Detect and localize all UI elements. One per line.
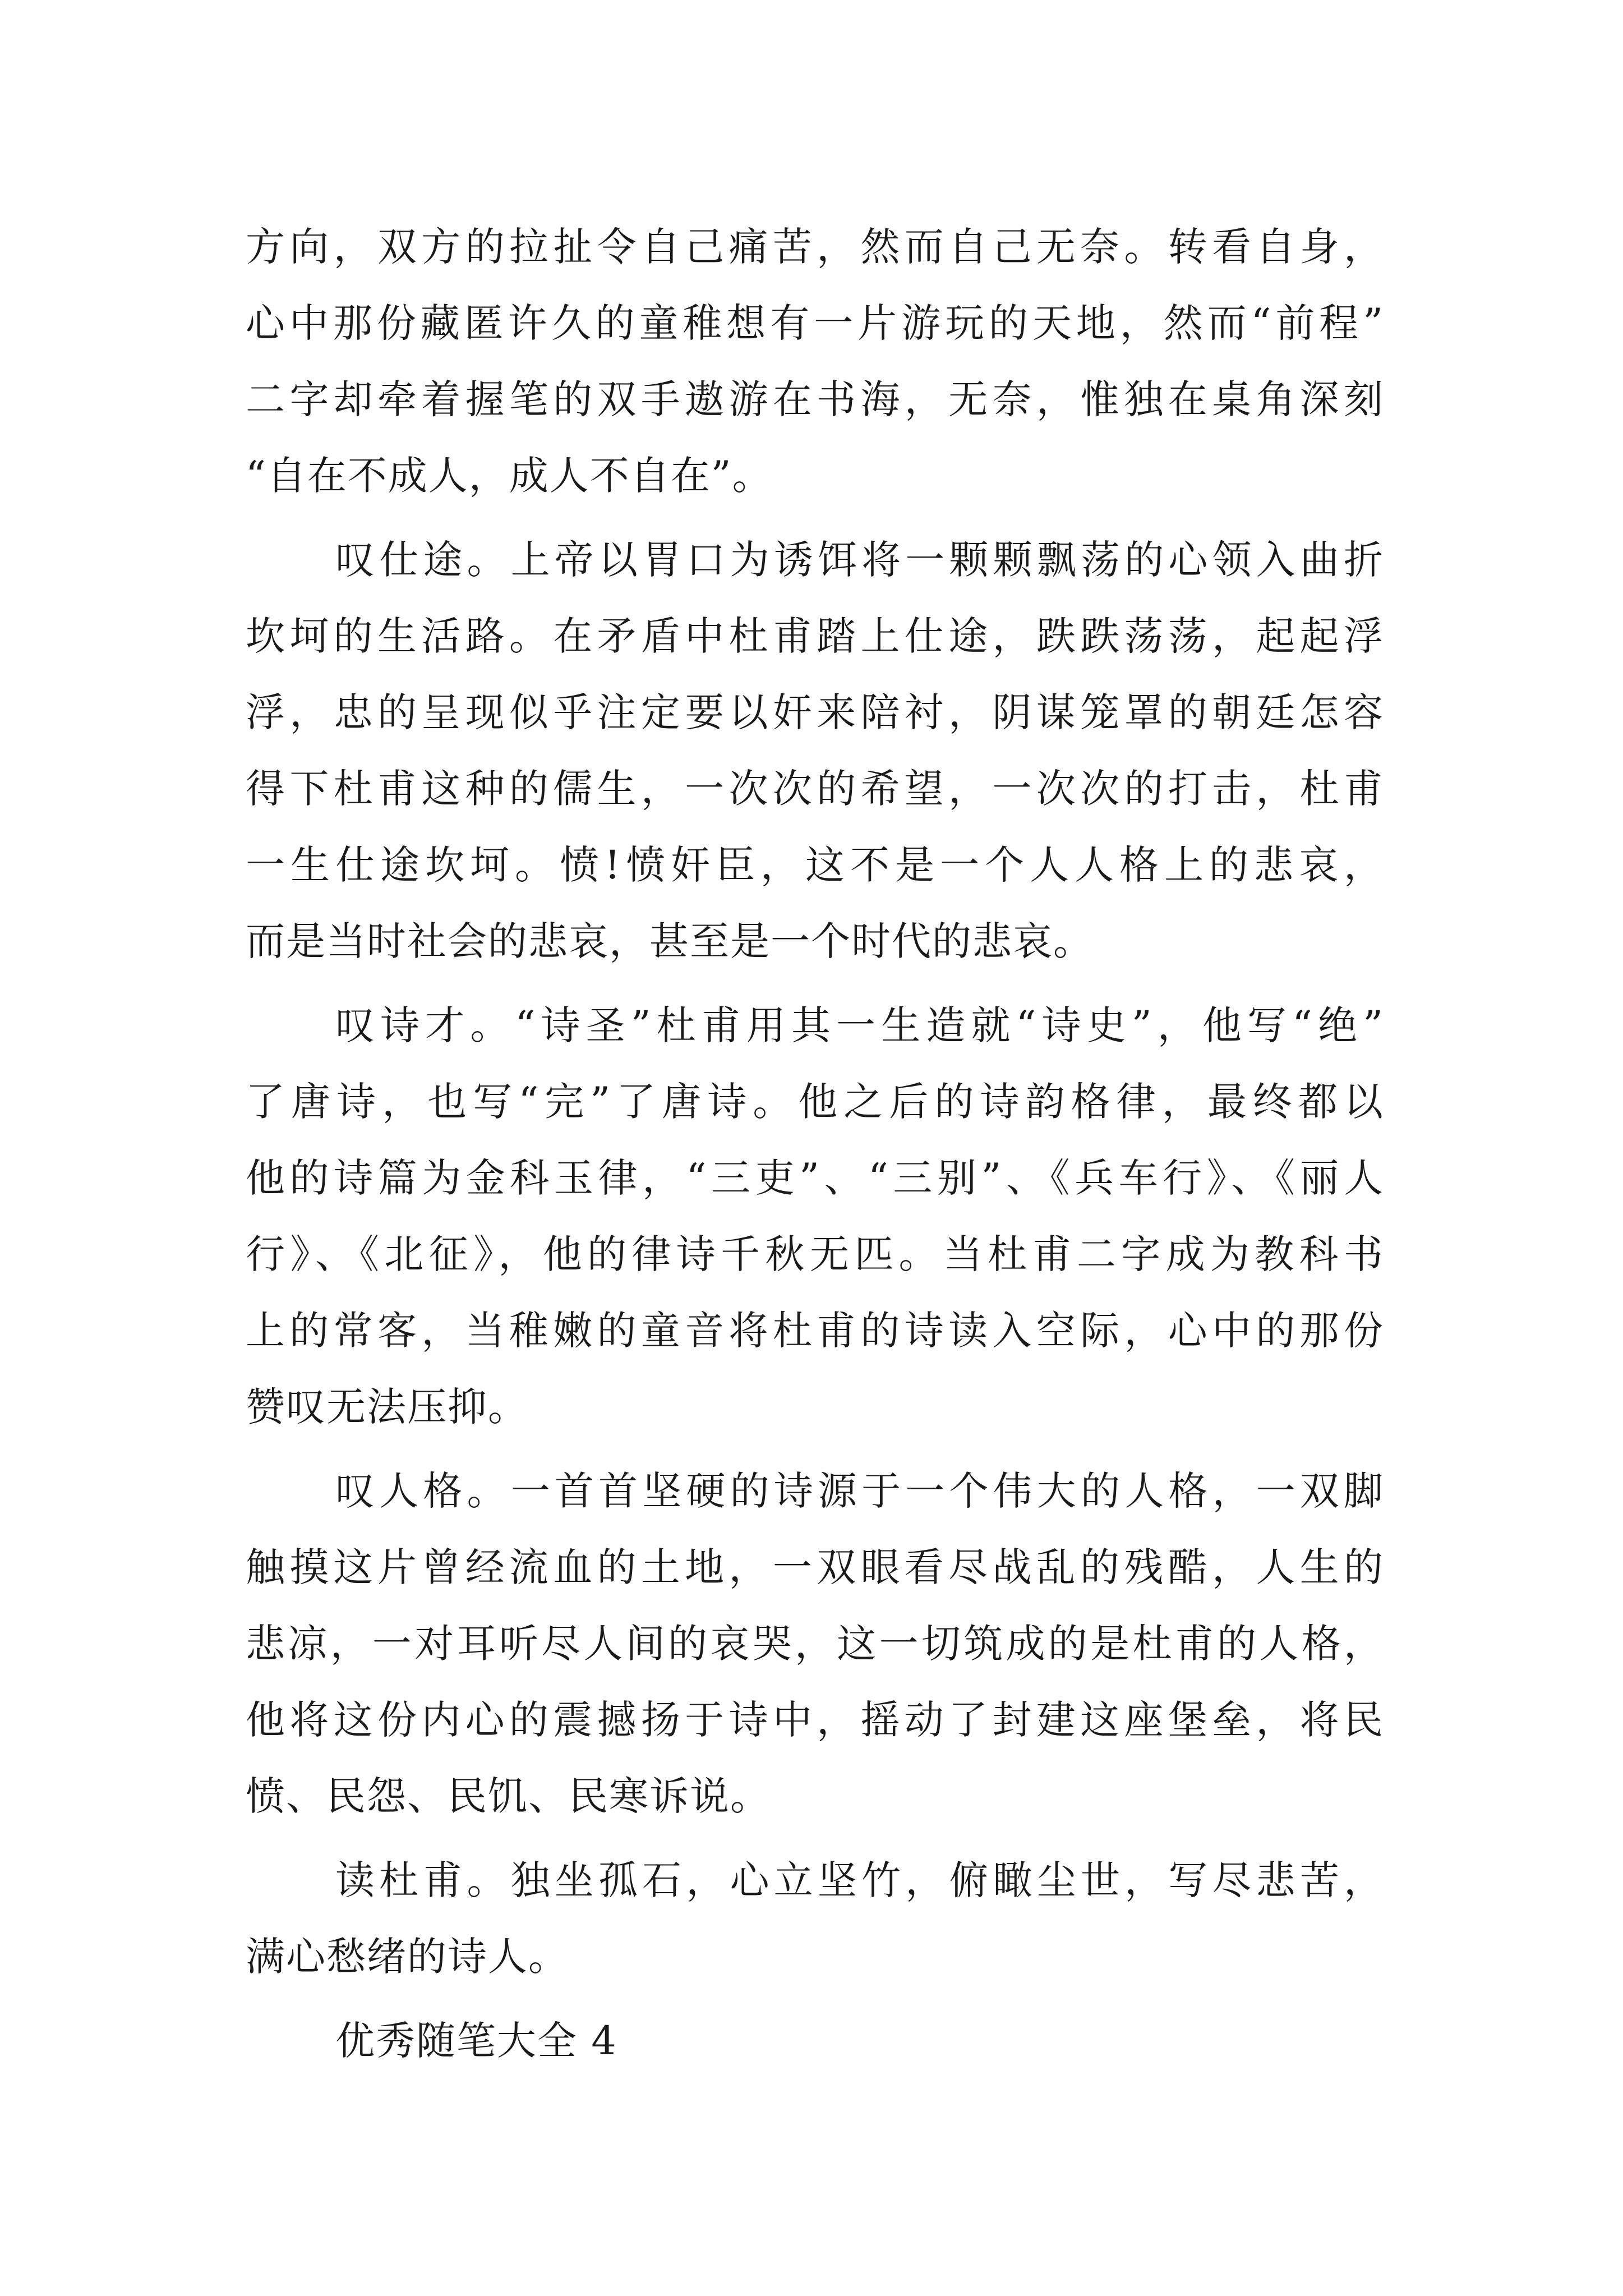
paragraph-career (246, 522, 1384, 979)
text-line: 满心愁绪的诗人。 (246, 1934, 569, 1980)
text-line: 行》、《北征》，他的律诗千秋无匹。当杜甫二字成为教科书 (246, 1231, 1384, 1277)
paragraph-continuation (246, 209, 1384, 514)
text-line: 上的常客，当稚嫩的童音将杜甫的诗读入空际，心中的那份 (246, 1308, 1384, 1354)
text-line: 一生仕途坎坷。愤!愤奸臣，这不是一个人人格上的悲哀， (246, 842, 1384, 888)
text-line: 方向，双方的拉扯令自己痛苦，然而自己无奈。转看自身， (246, 224, 1384, 270)
text-line: 了唐诗，也写“完”了唐诗。他之后的诗韵格律，最终都以 (246, 1079, 1384, 1125)
text-line: 触摸这片曾经流血的土地，一双眼看尽战乱的残酷，人生的 (246, 1544, 1384, 1590)
text-line: 悲凉，一对耳听尽人间的哀哭，这一切筑成的是杜甫的人格， (246, 1621, 1384, 1667)
text-line: 赞叹无法压抑。 (246, 1384, 528, 1430)
paragraph-reading-dufu (246, 1842, 1384, 1995)
paragraph-personality (246, 1453, 1384, 1834)
text-line: 坎坷的生活路。在矛盾中杜甫踏上仕途，跌跌荡荡，起起浮 (246, 613, 1384, 659)
text-line: “自在不成人，成人不自在”。 (246, 453, 773, 499)
text-line: 愤、民怨、民饥、民寒诉说。 (246, 1773, 771, 1819)
paragraph-poetic-talent (246, 987, 1384, 1445)
section-heading (246, 2003, 1384, 2079)
text-line: 二字却牵着握笔的双手遨游在书海，无奈，惟独在桌角深刻 (246, 376, 1384, 422)
text-line: 而是当时社会的悲哀，甚至是一个时代的悲哀。 (246, 918, 1094, 964)
text-line: 他将这份内心的震撼扬于诗中，摇动了封建这座堡垒，将民 (246, 1697, 1384, 1743)
text-line: 他的诗篇为金科玉律，“三吏”、“三别”、《兵车行》、《丽人 (246, 1155, 1384, 1201)
text-line: 浮，忠的呈现似乎注定要以奸来陪衬，阴谋笼罩的朝廷怎容 (246, 689, 1384, 735)
section-heading-text: 优秀随笔大全 4 (335, 2018, 617, 2064)
text-line: 心中那份藏匿许久的童稚想有一片游玩的天地，然而“前程” (246, 300, 1384, 346)
text-line: 得下杜甫这种的儒生，一次次的希望，一次次的打击，杜甫 (246, 766, 1384, 812)
text-line: 读杜甫。独坐孤石，心立坚竹，俯瞰尘世，写尽悲苦， (335, 1857, 1384, 1903)
text-line: 叹人格。一首首坚硬的诗源于一个伟大的人格，一双脚 (335, 1468, 1384, 1514)
document-body (246, 209, 1384, 2079)
text-line: 叹诗才。“诗圣”杜甫用其一生造就“诗史”，他写“绝” (335, 1002, 1384, 1048)
text-line: 叹仕途。上帝以胃口为诱饵将一颗颗飘荡的心领入曲折 (335, 537, 1384, 583)
